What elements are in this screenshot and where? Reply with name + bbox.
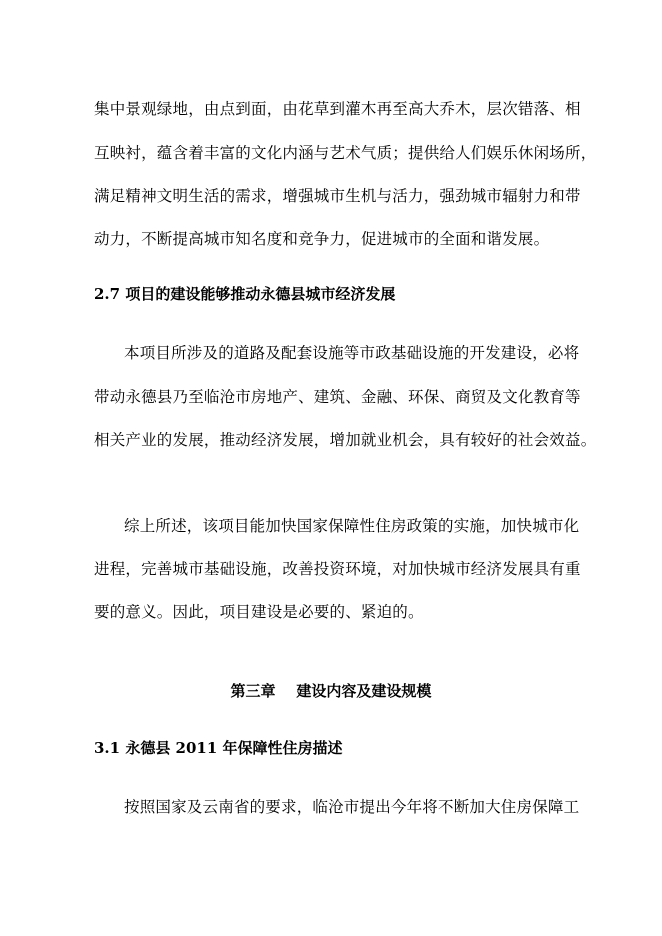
paragraph-line: 按照国家及云南省的要求，临沧市提出今年将不断加大住房保障工 [124, 798, 580, 816]
paragraph-line: 相关产业的发展，推动经济发展，增加就业机会，具有较好的社会效益。 [94, 431, 597, 449]
paragraph-line: 要的意义。因此，项目建设是必要的、紧迫的。 [94, 603, 424, 621]
paragraph-line: 本项目所涉及的道路及配套设施等市政基础设施的开发建设，必将 [124, 344, 580, 362]
section-heading-3-1: 3.1 永德县 2011 年保障性住房描述 [94, 739, 343, 757]
chapter-title: 第三章 建设内容及建设规模 [230, 682, 432, 700]
paragraph-line: 集中景观绿地，由点到面，由花草到灌木再至高大乔木，层次错落、相 [94, 100, 581, 118]
paragraph-line: 动力，不断提高城市知名度和竞争力，促进城市的全面和谐发展。 [94, 230, 550, 248]
paragraph-line: 带动永德县乃至临沧市房地产、建筑、金融、环保、商贸及文化教育等 [94, 388, 581, 406]
paragraph-line: 互映衬，蕴含着丰富的文化内涵与艺术气质；提供给人们娱乐休闲场所， [94, 144, 597, 162]
paragraph-line: 进程，完善城市基础设施，改善投资环境，对加快城市经济发展具有重 [94, 560, 581, 578]
paragraph-line: 综上所述，该项目能加快国家保障性住房政策的实施，加快城市化 [124, 517, 580, 535]
section-heading-2-7: 2.7 项目的建设能够推动永德县城市经济发展 [94, 285, 396, 303]
paragraph-line: 满足精神文明生活的需求，增强城市生机与活力，强劲城市辐射力和带 [94, 187, 581, 205]
